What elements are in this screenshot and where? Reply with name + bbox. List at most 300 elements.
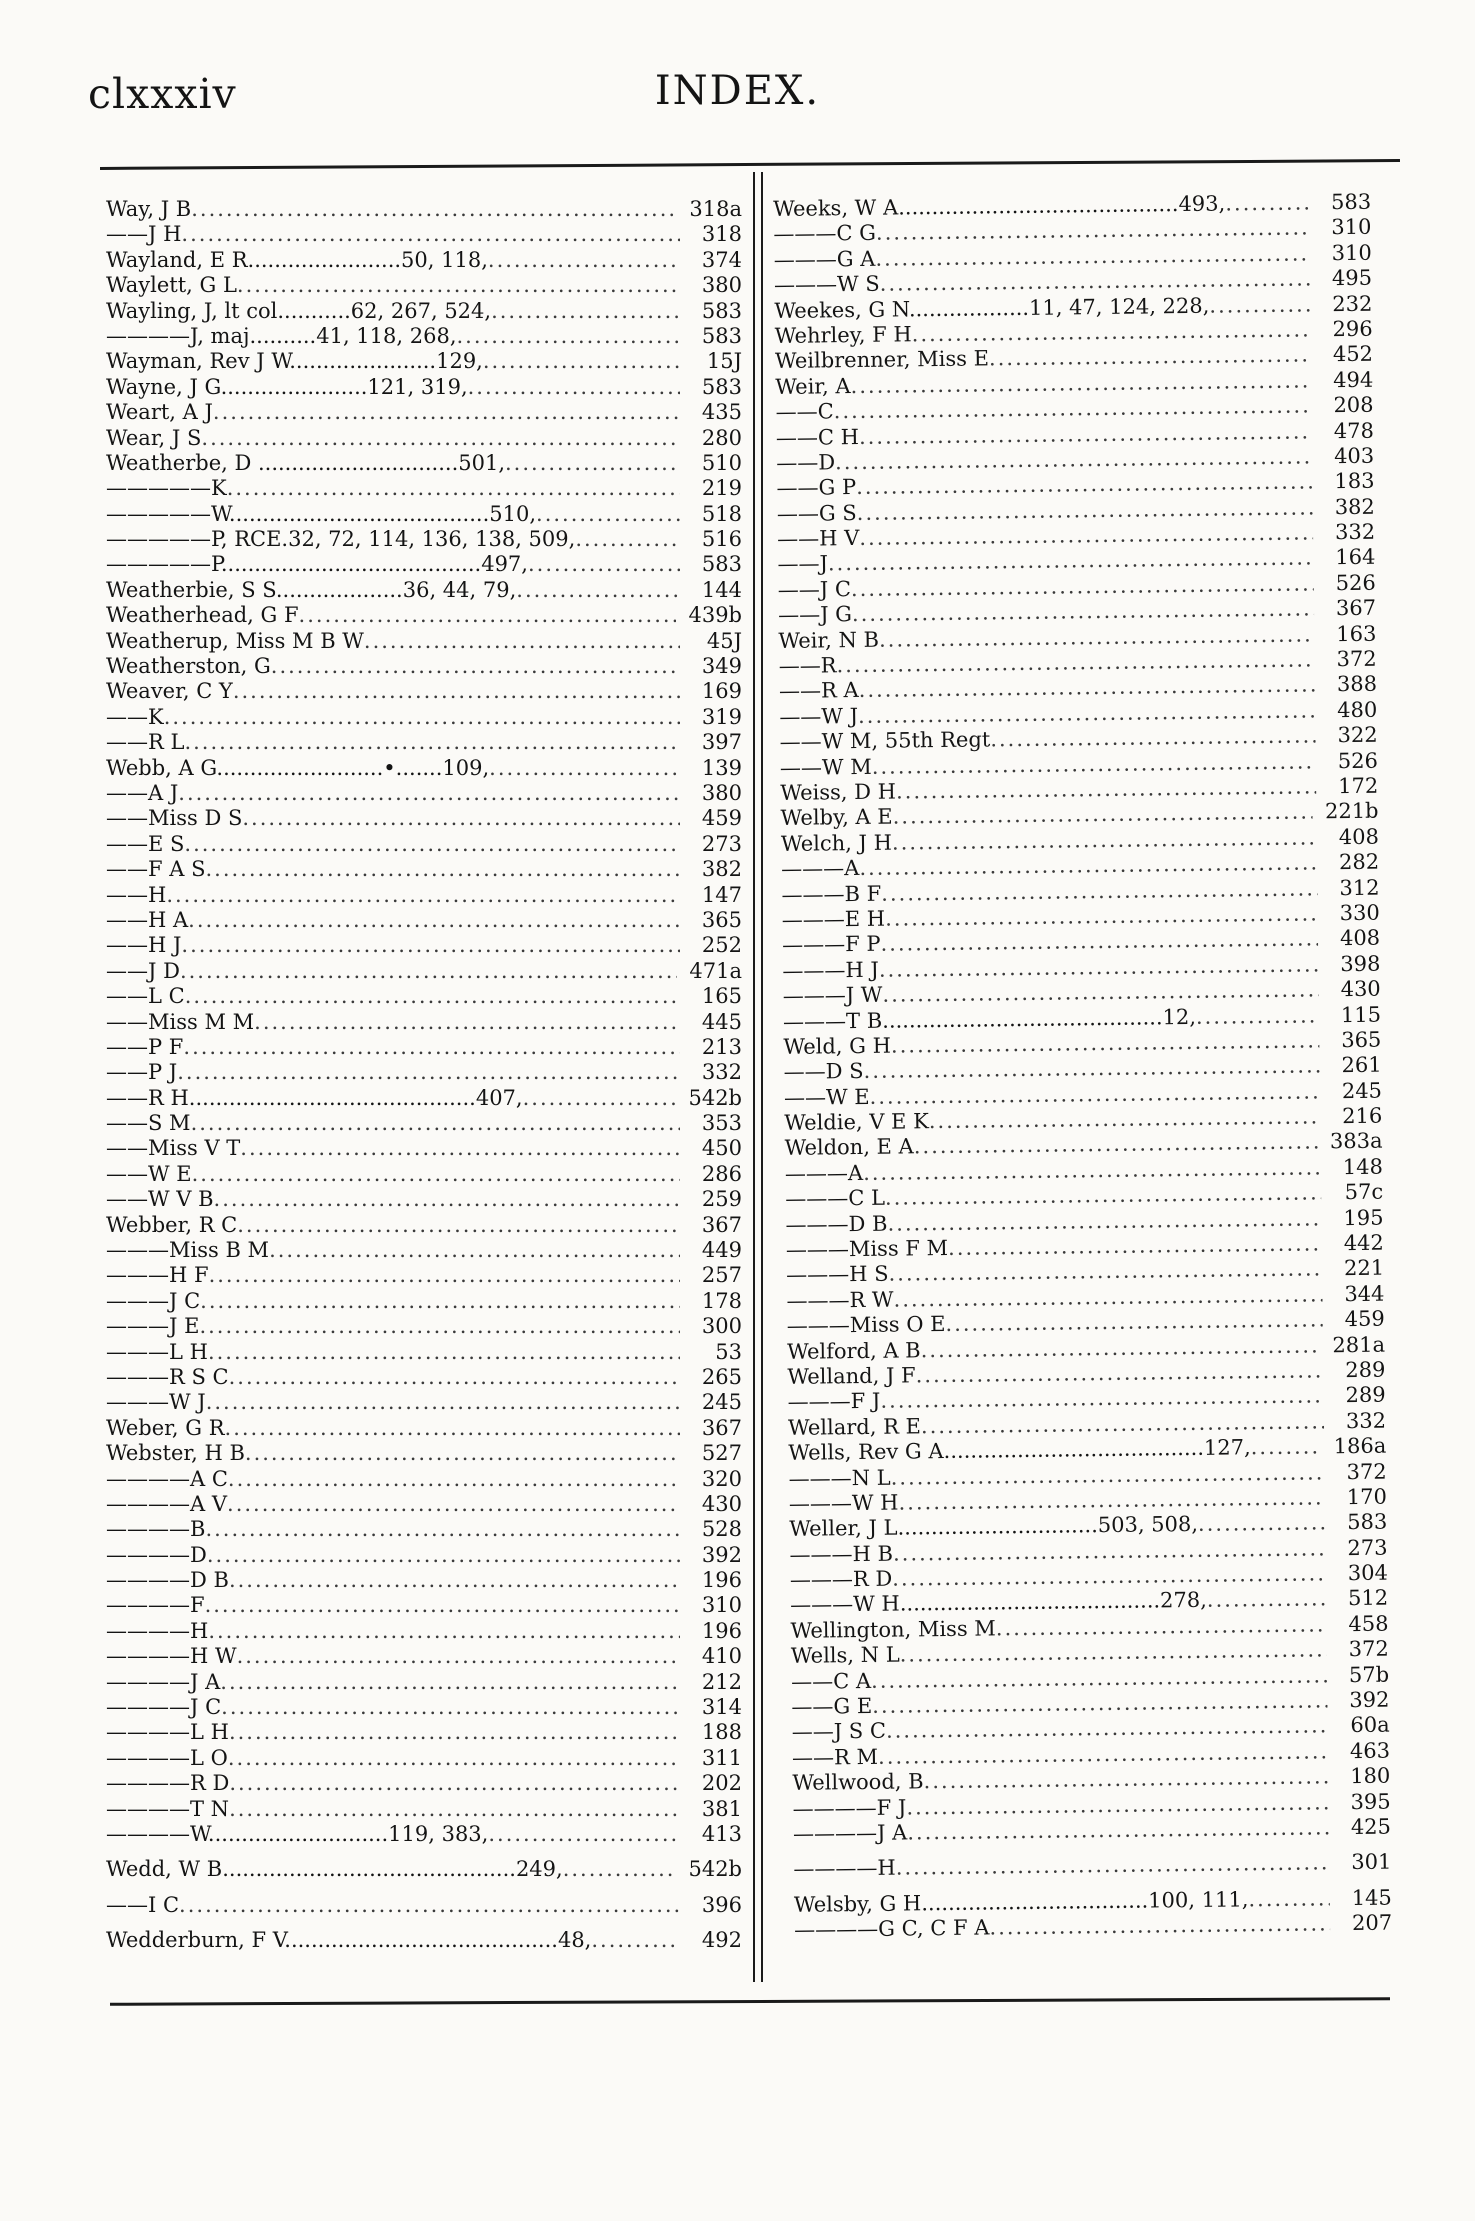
- dot-leader: [271, 654, 680, 679]
- index-entry: [106, 375, 742, 400]
- dot-leader: [229, 1365, 680, 1390]
- index-entry: [106, 400, 742, 425]
- entry-page-ref: 528: [701, 1517, 742, 1542]
- dot-leader: [225, 1416, 680, 1441]
- index-entry: [106, 1136, 742, 1161]
- dot-leader: [214, 1187, 680, 1212]
- index-entry: [106, 730, 742, 755]
- entry-lead: [106, 1568, 680, 1593]
- entry-lead: [106, 629, 680, 654]
- entry-page-ref: 289: [1345, 1357, 1386, 1383]
- entry-name: Weir, A: [775, 373, 851, 399]
- entry-page-ref: 463: [1349, 1738, 1391, 1763]
- index-entry: [106, 984, 742, 1009]
- dot-leader: [896, 1851, 1330, 1882]
- entry-lead: [106, 502, 680, 527]
- entry-name: ——E S: [106, 831, 185, 856]
- entry-lead: [106, 1060, 680, 1085]
- entry-name: —————W.......................................510,: [106, 501, 537, 526]
- entry-page-ref: 450: [701, 1136, 742, 1161]
- index-entry: [106, 1568, 742, 1593]
- entry-name: ————B: [106, 1517, 206, 1542]
- entry-name: ————A C: [106, 1466, 228, 1491]
- entry-page-ref: 183: [1334, 468, 1375, 494]
- entry-page-ref: 382: [701, 857, 742, 882]
- entry-page-ref: 398: [1340, 951, 1381, 976]
- entry-name: ———J E: [106, 1314, 200, 1339]
- entry-page-ref: 353: [701, 1111, 742, 1136]
- entry-name: Weatherbe, D ..............................501,: [106, 450, 505, 475]
- dot-leader: [299, 603, 677, 628]
- entry-page-ref: 57c: [1344, 1179, 1384, 1205]
- bottom-rule: [110, 1997, 1390, 2006]
- entry-name: ————L H: [106, 1720, 229, 1745]
- entry-name: Weldon, E A: [784, 1134, 914, 1161]
- dot-leader: [229, 1771, 680, 1796]
- entry-page-ref: 526: [1337, 748, 1379, 773]
- entry-page-ref: 452: [1332, 342, 1374, 367]
- entry-lead: [106, 1746, 680, 1771]
- index-entry: [106, 1035, 742, 1060]
- entry-name: Waylett, G L: [106, 273, 237, 298]
- entry-page-ref: 425: [1350, 1814, 1392, 1840]
- index-entry: [106, 1797, 742, 1822]
- entry-name: ———H F: [106, 1263, 209, 1288]
- index-entry: [106, 578, 742, 603]
- entry-name: ———J C: [106, 1288, 201, 1313]
- entry-page-ref: 458: [1348, 1611, 1389, 1636]
- entry-lead: [106, 1593, 680, 1618]
- entry-name: ——S M: [106, 1111, 191, 1136]
- entry-lead: [106, 1771, 680, 1796]
- page-title: INDEX.: [654, 68, 821, 114]
- dot-leader: [907, 1815, 1329, 1846]
- entry-name: Wayman, Rev J W......................129,: [106, 349, 483, 374]
- entry-page-ref: 115: [1340, 1002, 1382, 1027]
- index-column-left: [106, 197, 742, 1954]
- dot-leader: [181, 933, 680, 958]
- dot-leader: [591, 1928, 680, 1953]
- dot-leader: [254, 1010, 680, 1035]
- entry-lead: [106, 578, 680, 603]
- index-entry: [106, 629, 742, 654]
- entry-page-ref: 459: [1344, 1306, 1385, 1332]
- entry-name: ————J A: [792, 1820, 908, 1846]
- dot-leader: [505, 451, 680, 476]
- dot-leader: [207, 1543, 680, 1568]
- dot-leader: [245, 1441, 680, 1466]
- entry-name: ———A: [781, 856, 860, 882]
- entry-page-ref: 583: [1330, 189, 1372, 215]
- entry-lead: [793, 1851, 1329, 1883]
- entry-lead: [106, 1390, 680, 1415]
- index-entry: [106, 959, 742, 984]
- entry-name: ——C A: [790, 1668, 872, 1694]
- entry-name: ————F: [106, 1593, 205, 1618]
- entry-name: ———C G: [773, 221, 877, 247]
- index-entry: [106, 1893, 742, 1918]
- entry-page-ref: 289: [1345, 1382, 1386, 1408]
- entry-name: ——C: [775, 399, 834, 425]
- index-entry: [106, 451, 742, 476]
- entry-page-ref: 332: [701, 1060, 742, 1085]
- entry-page-ref: 221b: [1324, 799, 1379, 824]
- index-entry: [793, 1850, 1391, 1883]
- index-entry: [106, 1822, 742, 1847]
- dot-leader: [191, 1111, 680, 1136]
- entry-page-ref: 365: [701, 907, 742, 932]
- entry-lead: [106, 654, 680, 679]
- entry-page-ref: 445: [701, 1009, 742, 1034]
- index-entry: [106, 1492, 742, 1517]
- index-entry: [106, 426, 742, 451]
- dot-leader: [989, 343, 1311, 372]
- entry-name: ——J H: [106, 222, 182, 247]
- entry-name: ———F P: [781, 932, 881, 958]
- index-entry: [106, 806, 742, 831]
- entry-lead: [106, 1136, 680, 1161]
- entry-name: Welland, J F: [787, 1363, 916, 1389]
- entry-lead: [106, 1517, 680, 1542]
- index-entry: [106, 1670, 742, 1695]
- index-entry: [106, 1390, 742, 1415]
- index-entry: [106, 705, 742, 730]
- entry-name: ———D B: [785, 1211, 888, 1237]
- entry-name: Wellington, Miss M: [790, 1616, 996, 1643]
- entry-lead: [106, 1543, 680, 1568]
- entry-lead: [106, 908, 680, 933]
- entry-page-ref: 314: [701, 1695, 742, 1720]
- entry-name: ——H V: [777, 526, 860, 552]
- entry-name: ————H: [106, 1618, 209, 1643]
- entry-name: ————F J: [792, 1795, 907, 1821]
- entry-page-ref: 259: [701, 1187, 742, 1212]
- entry-page-ref: 442: [1343, 1230, 1384, 1256]
- entry-name: Wells, Rev G A.......................................127,: [788, 1435, 1251, 1466]
- entry-name: ——P F: [106, 1034, 184, 1059]
- entry-name: Wellwood, B: [792, 1769, 924, 1796]
- entry-page-ref: 367: [701, 1212, 742, 1237]
- column-divider: [753, 172, 755, 1982]
- entry-name: ———H B: [789, 1541, 894, 1567]
- dot-leader: [166, 883, 680, 908]
- entry-name: ————D: [106, 1542, 207, 1567]
- entry-lead: [106, 883, 680, 908]
- entry-page-ref: 163: [1336, 621, 1377, 646]
- entry-lead: [106, 1314, 680, 1339]
- entry-page-ref: 318: [701, 222, 742, 247]
- index-entry: [106, 1467, 742, 1492]
- entry-page-ref: 296: [1332, 316, 1373, 342]
- index-entry: [106, 197, 742, 222]
- entry-lead: [106, 1928, 680, 1953]
- entry-page-ref: 245: [701, 1390, 742, 1415]
- entry-page-ref: 196: [701, 1568, 742, 1593]
- entry-name: Way, J B: [106, 197, 192, 221]
- entry-page-ref: 164: [1335, 545, 1376, 570]
- index-entry: [106, 933, 742, 958]
- entry-name: ——W E: [106, 1161, 192, 1186]
- entry-name: Wells, N L: [790, 1642, 900, 1669]
- entry-name: ————J C: [106, 1695, 222, 1720]
- entry-page-ref: 301: [1351, 1849, 1392, 1875]
- dot-leader: [528, 552, 680, 577]
- entry-lead: [106, 1010, 680, 1035]
- index-entry: [106, 1187, 742, 1212]
- entry-page-ref: 311: [701, 1745, 742, 1770]
- entry-name: ————G C, C F A: [794, 1915, 990, 1943]
- entry-lead: [106, 1720, 680, 1745]
- entry-lead: [106, 476, 680, 501]
- entry-page-ref: 430: [1340, 976, 1381, 1002]
- entry-lead: [106, 959, 677, 984]
- entry-page-ref: 374: [701, 247, 742, 272]
- entry-page-ref: 265: [701, 1364, 742, 1389]
- entry-page-ref: 169: [701, 679, 742, 704]
- index-entry: [106, 476, 742, 501]
- index-entry: [106, 1857, 742, 1882]
- entry-name: ——Miss D S: [106, 806, 243, 831]
- dot-leader: [237, 1644, 680, 1669]
- index-entry: [106, 1086, 742, 1111]
- index-entry: [106, 552, 742, 577]
- entry-name: Weatherbie, S S...................36, 44, 79,: [106, 577, 517, 602]
- entry-page-ref: 148: [1342, 1154, 1384, 1179]
- entry-lead: [106, 1893, 680, 1918]
- dot-leader: [229, 1720, 680, 1745]
- entry-page-ref: 380: [701, 273, 742, 298]
- dot-leader: [468, 375, 680, 400]
- entry-name: ——H A: [106, 907, 189, 932]
- dot-leader: [213, 400, 680, 425]
- entry-name: Welby, A E: [780, 804, 893, 831]
- entry-lead: [106, 756, 680, 781]
- dot-leader: [1248, 1886, 1330, 1912]
- entry-name: ————R D: [106, 1771, 230, 1796]
- entry-name: Weeks, W A..........................................493,: [773, 191, 1226, 221]
- entry-page-ref: 196: [701, 1618, 742, 1643]
- entry-page-ref: 145: [1351, 1885, 1392, 1910]
- entry-lead: [106, 705, 680, 730]
- entry-page-ref: 213: [701, 1034, 742, 1059]
- entry-lead: [106, 527, 680, 552]
- entry-page-ref: 430: [701, 1491, 742, 1516]
- index-entry: [106, 349, 742, 374]
- index-entry: [106, 603, 742, 628]
- dot-leader: [240, 1136, 680, 1161]
- index-entry: [106, 1543, 742, 1568]
- entry-lead: [106, 299, 680, 324]
- entry-name: ———W H.......................................278,: [790, 1588, 1207, 1618]
- entry-lead: [106, 1670, 680, 1695]
- entry-name: ———T B..........................................12,: [782, 1004, 1197, 1034]
- entry-page-ref: 408: [1339, 925, 1381, 951]
- index-column-right: [773, 190, 1392, 1944]
- entry-page-ref: 60a: [1350, 1713, 1390, 1738]
- dot-leader: [180, 959, 677, 984]
- entry-page-ref: 542b: [688, 1857, 742, 1882]
- entry-name: ———R W: [786, 1287, 894, 1313]
- entry-page-ref: 439b: [688, 603, 742, 628]
- entry-name: ———A: [784, 1160, 864, 1186]
- entry-name: Welsby, G H..................................100, 111,: [793, 1887, 1249, 1917]
- entry-name: Weatherston, G: [106, 654, 271, 679]
- entry-page-ref: 410: [701, 1644, 742, 1669]
- entry-lead: [106, 1213, 680, 1238]
- entry-name: Wehrley, F H: [774, 322, 912, 348]
- index-entry: [106, 1517, 742, 1542]
- entry-page-ref: 273: [701, 831, 742, 856]
- entry-name: ———H S: [786, 1262, 889, 1288]
- entry-lead: [106, 375, 680, 400]
- entry-name: Weld, G H: [783, 1033, 892, 1059]
- entry-page-ref: 245: [1341, 1078, 1383, 1103]
- entry-page-ref: 392: [1349, 1687, 1390, 1713]
- entry-lead: [106, 1162, 680, 1187]
- dot-leader: [221, 1695, 680, 1720]
- entry-name: ——A J: [106, 780, 179, 805]
- entry-name: Wedd, W B............................................249,: [106, 1857, 563, 1882]
- index-entry: [106, 527, 742, 552]
- dot-leader: [488, 1822, 680, 1847]
- entry-name: ——H: [106, 882, 167, 907]
- entry-name: ——D: [776, 450, 836, 475]
- entry-page-ref: 388: [1336, 672, 1378, 697]
- entry-page-ref: 282: [1338, 849, 1380, 875]
- entry-name: ——F A S: [106, 857, 206, 882]
- entry-name: ——P J: [106, 1060, 178, 1085]
- entry-lead: [106, 349, 680, 374]
- entry-page-ref: 252: [701, 933, 742, 958]
- dot-leader: [220, 1670, 680, 1695]
- index-entry: [106, 1010, 742, 1035]
- entry-name: ——G E: [791, 1693, 873, 1719]
- entry-lead: [106, 324, 680, 349]
- entry-name: ————J, maj..........41, 118, 268,: [106, 323, 457, 348]
- entry-name: ———W J: [106, 1390, 206, 1415]
- entry-name: ——R H...........................................407,: [106, 1085, 523, 1110]
- entry-name: ———N L: [788, 1465, 891, 1491]
- entry-page-ref: 144: [701, 577, 742, 602]
- entry-name: ———Miss F M: [785, 1235, 949, 1262]
- dot-leader: [228, 1746, 680, 1771]
- index-entry: [106, 1720, 742, 1745]
- entry-lead: [106, 984, 680, 1009]
- entry-page-ref: 349: [701, 654, 742, 679]
- entry-name: ——W V B: [106, 1187, 214, 1212]
- dot-leader: [1198, 1511, 1326, 1538]
- entry-page-ref: 312: [1339, 875, 1380, 900]
- entry-lead: [106, 426, 680, 451]
- dot-leader: [1225, 190, 1309, 216]
- entry-page-ref: 382: [1334, 494, 1375, 519]
- entry-name: ——Miss V T: [106, 1136, 241, 1161]
- entry-name: ——W M, 55th Regt: [779, 727, 991, 755]
- dot-leader: [989, 1911, 1330, 1941]
- entry-page-ref: 165: [701, 984, 742, 1009]
- entry-page-ref: 216: [1342, 1103, 1383, 1129]
- dot-leader: [177, 1060, 680, 1085]
- entry-page-ref: 172: [1337, 773, 1379, 799]
- dot-leader: [208, 1340, 680, 1365]
- dot-leader: [1196, 1003, 1319, 1030]
- entry-name: ——Miss M M: [106, 1009, 255, 1034]
- entry-page-ref: 381: [701, 1796, 742, 1821]
- dot-leader: [227, 476, 680, 501]
- entry-page-ref: 57b: [1348, 1662, 1390, 1687]
- entry-lead: [106, 603, 676, 628]
- entry-page-ref: 332: [1334, 519, 1376, 545]
- dot-leader: [205, 1517, 680, 1542]
- entry-name: Webb, A G.........................•.......109,: [106, 755, 490, 780]
- entry-name: ——C H: [775, 424, 860, 450]
- dot-leader: [483, 349, 680, 374]
- dot-leader: [164, 705, 680, 730]
- dot-leader: [227, 1492, 680, 1517]
- entry-page-ref: 286: [701, 1161, 742, 1186]
- entry-page-ref: 257: [701, 1263, 742, 1288]
- entry-name: Weber, G R: [106, 1415, 225, 1440]
- index-entry: [106, 1289, 742, 1314]
- top-rule: [100, 159, 1400, 170]
- dot-leader: [229, 1568, 680, 1593]
- dot-leader: [184, 730, 680, 755]
- entry-lead: [106, 1365, 680, 1390]
- entry-page-ref: 471a: [689, 958, 742, 983]
- entry-page-ref: 372: [1348, 1636, 1389, 1662]
- column-divider: [761, 172, 763, 1982]
- entry-lead: [106, 1797, 680, 1822]
- dot-leader: [229, 1797, 680, 1822]
- dot-leader: [488, 248, 680, 273]
- entry-name: —————P, RCE.32, 72, 114, 136, 138, 509,: [106, 527, 576, 552]
- dot-leader: [563, 1857, 677, 1882]
- entry-page-ref: 212: [701, 1669, 742, 1694]
- entry-page-ref: 15J: [706, 349, 742, 374]
- entry-page-ref: 202: [701, 1771, 742, 1796]
- entry-lead: [106, 222, 680, 247]
- entry-lead: [106, 781, 680, 806]
- entry-name: Wedderburn, F V.........................................48,: [106, 1928, 592, 1953]
- entry-page-ref: 45J: [706, 628, 742, 653]
- dot-leader: [237, 1213, 680, 1238]
- entry-name: ———G A: [773, 246, 876, 272]
- entry-name: ———J W: [782, 982, 883, 1009]
- entry-lead: [106, 400, 680, 425]
- entry-page-ref: 319: [701, 704, 742, 729]
- dot-leader: [181, 222, 680, 247]
- entry-page-ref: 583: [701, 323, 742, 348]
- entry-page-ref: 188: [701, 1720, 742, 1745]
- index-entry: [106, 1111, 742, 1136]
- entry-name: Wellard, R E: [787, 1414, 922, 1440]
- entry-name: ——R A: [778, 678, 859, 704]
- dot-leader: [269, 1238, 680, 1263]
- entry-name: Wayland, E R.......................50, 118,: [106, 247, 488, 272]
- entry-page-ref: 396: [701, 1892, 742, 1917]
- dot-leader: [178, 781, 680, 806]
- dot-leader: [205, 857, 680, 882]
- entry-lead: [106, 1695, 680, 1720]
- dot-leader: [206, 1390, 680, 1415]
- entry-page-ref: 478: [1333, 418, 1375, 443]
- entry-name: Weiss, D H: [780, 779, 897, 805]
- entry-name: ————A V: [106, 1491, 228, 1516]
- dot-leader: [183, 1035, 680, 1060]
- entry-name: Weaver, C Y: [106, 679, 233, 704]
- entry-page-ref: 367: [701, 1415, 742, 1440]
- entry-page-ref: 403: [1333, 443, 1375, 469]
